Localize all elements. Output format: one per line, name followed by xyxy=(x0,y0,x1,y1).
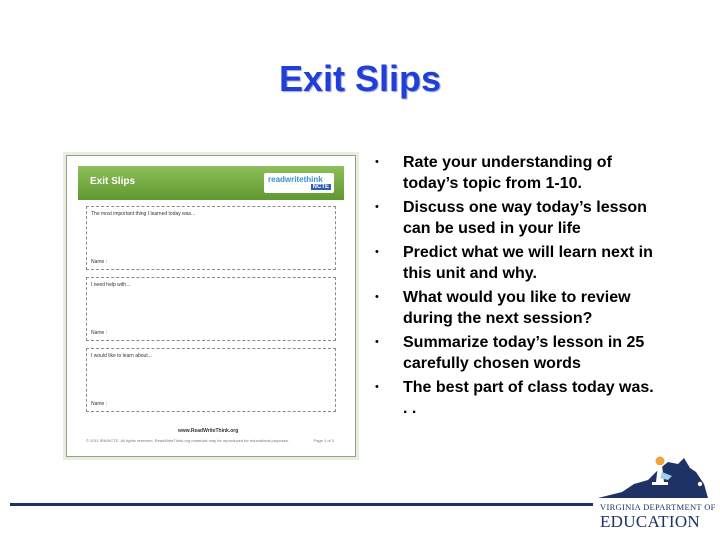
bullet-item xyxy=(372,197,662,239)
slide-title: Exit Slips xyxy=(278,58,442,99)
box-prompt: I need help with... xyxy=(91,282,131,288)
virginia-doe-logo xyxy=(592,454,716,532)
thumbnail-header-title: Exit Slips xyxy=(90,176,136,187)
box-name-label: Name : xyxy=(91,401,108,407)
virginia-map-icon xyxy=(592,454,712,502)
bullet-text: Summarize today’s lesson in 25 carefully chosen words xyxy=(403,334,645,372)
readwritethink-logo-text: readwritethink xyxy=(268,175,323,184)
readwritethink-logo xyxy=(264,173,334,193)
thumbnail-footer-copyright: © 2011 IRA/NCTE. All rights reserved. ReadWriteThink.org materials may be reproduced for educational purposes. xyxy=(86,438,290,443)
bullet-text: Discuss one way today’s lesson can be used in your life xyxy=(403,199,647,237)
doe-logo-line2: EDUCATION xyxy=(600,512,700,531)
bullet-item xyxy=(372,377,662,419)
thumbnail-footer-site: www.ReadWriteThink.org xyxy=(178,428,239,434)
doe-logo-line1: VIRGINIA DEPARTMENT OF xyxy=(600,502,716,512)
exit-slip-thumbnail xyxy=(66,155,356,457)
exit-slip-box xyxy=(86,348,336,412)
bullet-item xyxy=(372,287,662,329)
box-prompt: The most important thing I learned today was... xyxy=(91,211,196,217)
bullet-text: Predict what we will learn next in this unit and why. xyxy=(403,244,653,282)
bullet-text: Rate your understanding of today’s topic from 1-10. xyxy=(403,154,612,192)
exit-slip-box xyxy=(86,206,336,270)
bullet-icon: • xyxy=(375,336,379,348)
box-name-label: Name : xyxy=(91,330,108,336)
box-name-label: Name : xyxy=(91,259,108,265)
bullet-icon: • xyxy=(375,156,379,168)
bullet-icon: • xyxy=(375,201,379,213)
footer-rule xyxy=(10,503,593,506)
bullet-icon: • xyxy=(375,381,379,393)
exit-slip-page xyxy=(78,166,344,441)
bullet-item xyxy=(372,332,662,374)
bullet-icon: • xyxy=(375,291,379,303)
exit-slip-box xyxy=(86,277,336,341)
thumbnail-header xyxy=(78,166,344,200)
thumbnail-footer-page: Page 1 of 3 xyxy=(313,438,334,443)
bullet-item xyxy=(372,242,662,284)
ncte-badge: NCTE xyxy=(312,184,329,190)
bullet-list xyxy=(372,152,662,422)
bullet-text: What would you like to review during the next session? xyxy=(403,289,631,327)
box-prompt: I would like to learn about... xyxy=(91,353,152,359)
bullet-text: The best part of class today was. . . xyxy=(403,379,654,417)
bullet-item xyxy=(372,152,662,194)
bullet-icon: • xyxy=(375,246,379,258)
